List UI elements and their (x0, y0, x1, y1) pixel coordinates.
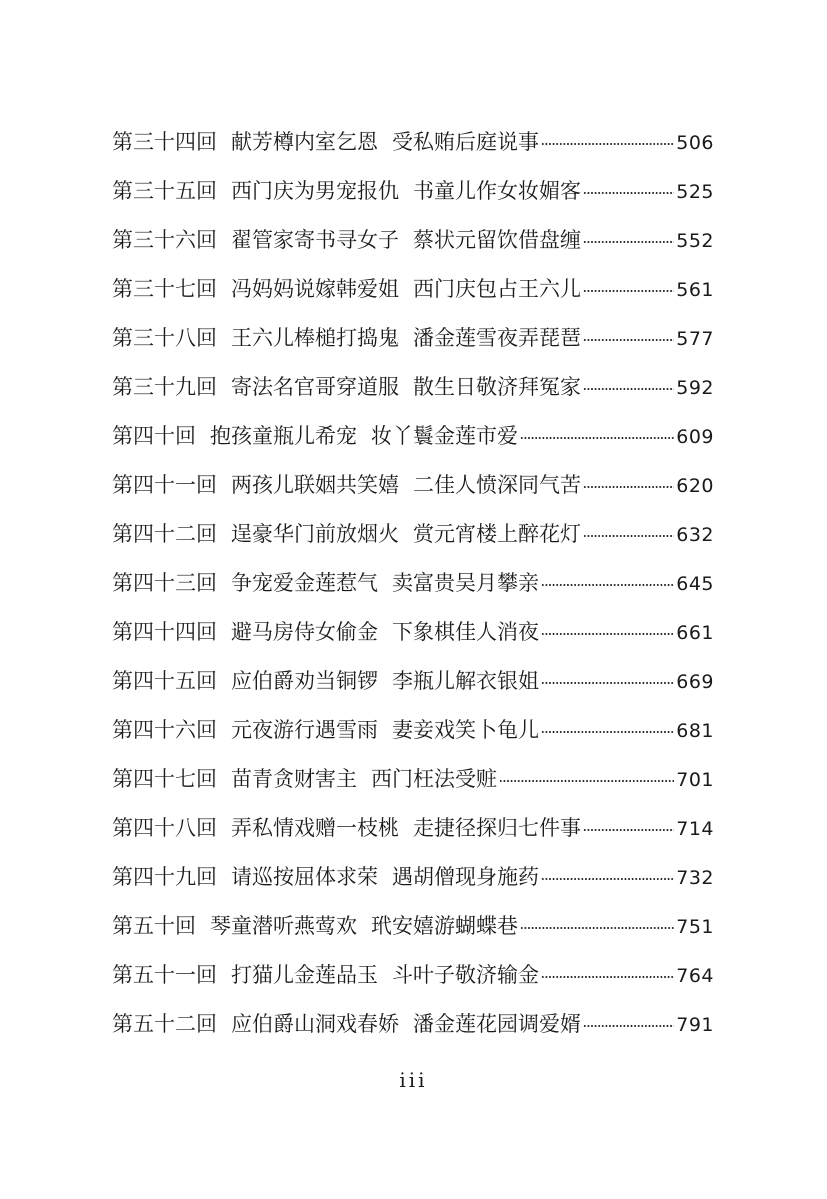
chapter-title-second-couplet: 潘金莲雪夜弄琵琶 (413, 326, 581, 350)
dot-leader (541, 142, 674, 146)
chapter-title-second-couplet: 蔡状元留饮借盘缠 (413, 228, 581, 252)
toc-page-number: 561 (676, 279, 714, 301)
chapter-number: 第四十六回 (112, 718, 217, 742)
toc-entry (112, 559, 714, 608)
toc-entry (112, 853, 714, 902)
chapter-title-second-couplet: 斗叶子敬济输金 (392, 963, 539, 987)
chapter-title-second-couplet: 受私贿后庭说事 (392, 130, 539, 154)
chapter-title-first-couplet: 打猫儿金莲品玉 (231, 963, 378, 987)
chapter-number: 第三十六回 (112, 228, 217, 252)
chapter-title-second-couplet: 赏元宵楼上醉花灯 (413, 522, 581, 546)
dot-leader (541, 632, 674, 636)
chapter-title-first-couplet: 应伯爵山洞戏春娇 (231, 1012, 399, 1036)
chapter-title-first-couplet: 苗青贪财害主 (231, 767, 357, 791)
chapter-title-second-couplet: 走捷径探归七件事 (413, 816, 581, 840)
toc-entry (112, 314, 714, 363)
chapter-number: 第四十二回 (112, 522, 217, 546)
chapter-title-first-couplet: 避马房侍女偷金 (231, 620, 378, 644)
toc-page-number: 751 (676, 916, 714, 938)
toc-page-number: 632 (676, 524, 714, 546)
chapter-number: 第三十七回 (112, 277, 217, 301)
dot-leader (541, 583, 674, 587)
toc-page-number: 764 (676, 965, 714, 987)
dot-leader (583, 485, 674, 489)
toc-entry-title (112, 1000, 581, 1049)
toc-page-number: 701 (676, 769, 714, 791)
chapter-title-first-couplet: 西门庆为男宠报仇 (231, 179, 399, 203)
chapter-title-first-couplet: 琴童潜听燕莺欢 (210, 914, 357, 938)
toc-page-number: 552 (676, 230, 714, 252)
toc-entry (112, 363, 714, 412)
toc-entry (112, 755, 714, 804)
chapter-number: 第四十四回 (112, 620, 217, 644)
toc-entry (112, 118, 714, 167)
chapter-title-second-couplet: 遇胡僧现身施药 (392, 865, 539, 889)
toc-entry (112, 216, 714, 265)
chapter-number: 第五十一回 (112, 963, 217, 987)
chapter-title-second-couplet: 玳安嬉游蝴蝶巷 (371, 914, 518, 938)
chapter-number: 第三十九回 (112, 375, 217, 399)
dot-leader (583, 1024, 674, 1028)
chapter-title-first-couplet: 逞豪华门前放烟火 (231, 522, 399, 546)
chapter-title-second-couplet: 二佳人愤深同气苦 (413, 473, 581, 497)
toc-entry (112, 461, 714, 510)
toc-entry-title (112, 657, 539, 706)
chapter-title-first-couplet: 应伯爵劝当铜锣 (231, 669, 378, 693)
chapter-title-first-couplet: 请巡按屈体求荣 (231, 865, 378, 889)
chapter-number: 第四十三回 (112, 571, 217, 595)
toc-entry-title (112, 706, 539, 755)
chapter-title-first-couplet: 抱孩童瓶儿希宠 (210, 424, 357, 448)
toc-entry-title (112, 167, 581, 216)
toc-entry (112, 1000, 714, 1049)
chapter-title-first-couplet: 献芳樽内室乞恩 (231, 130, 378, 154)
toc-entry-title (112, 216, 581, 265)
dot-leader (583, 338, 674, 342)
chapter-title-second-couplet: 散生日敬济拜冤家 (413, 375, 581, 399)
dot-leader (583, 289, 674, 293)
toc-page-number: 620 (676, 475, 714, 497)
dot-leader (583, 387, 674, 391)
chapter-title-second-couplet: 卖富贵吴月攀亲 (392, 571, 539, 595)
toc-entry (112, 510, 714, 559)
toc-entry-title (112, 510, 581, 559)
toc-entry-title (112, 118, 539, 167)
chapter-number: 第四十五回 (112, 669, 217, 693)
toc-page-number: 661 (676, 622, 714, 644)
toc-entry-title (112, 412, 518, 461)
chapter-number: 第三十八回 (112, 326, 217, 350)
chapter-title-second-couplet: 妆丫鬟金莲市爱 (371, 424, 518, 448)
toc-entry-title (112, 951, 539, 1000)
toc-page-number: 669 (676, 671, 714, 693)
chapter-number: 第四十七回 (112, 767, 217, 791)
chapter-number: 第四十九回 (112, 865, 217, 889)
dot-leader (520, 926, 674, 930)
toc-entry-title (112, 902, 518, 951)
dot-leader (583, 534, 674, 538)
chapter-title-second-couplet: 潘金莲花园调爱婿 (413, 1012, 581, 1036)
toc-page-number: 681 (676, 720, 714, 742)
toc-page-number: 791 (676, 1014, 714, 1036)
toc-entry-title (112, 314, 581, 363)
chapter-title-first-couplet: 王六儿棒槌打捣鬼 (231, 326, 399, 350)
toc-page-number: 525 (676, 181, 714, 203)
dot-leader (583, 828, 674, 832)
chapter-title-second-couplet: 书童儿作女妆媚客 (413, 179, 581, 203)
toc-entry-title (112, 461, 581, 510)
toc-entry-title (112, 363, 581, 412)
toc-page-number: 609 (676, 426, 714, 448)
chapter-title-first-couplet: 两孩儿联姻共笑嬉 (231, 473, 399, 497)
chapter-title-second-couplet: 西门枉法受赃 (371, 767, 497, 791)
chapter-title-first-couplet: 元夜游行遇雪雨 (231, 718, 378, 742)
chapter-number: 第四十八回 (112, 816, 217, 840)
dot-leader (583, 240, 674, 244)
chapter-number: 第四十回 (112, 424, 196, 448)
toc-page-number: 506 (676, 132, 714, 154)
chapter-title-second-couplet: 下象棋佳人消夜 (392, 620, 539, 644)
chapter-title-first-couplet: 寄法名官哥穿道服 (231, 375, 399, 399)
toc-entry-title (112, 755, 497, 804)
toc-page-number: 577 (676, 328, 714, 350)
dot-leader (541, 975, 674, 979)
dot-leader (499, 779, 674, 783)
chapter-number: 第五十回 (112, 914, 196, 938)
toc-entry (112, 902, 714, 951)
toc-page-number: 592 (676, 377, 714, 399)
toc-entry (112, 167, 714, 216)
toc-entry-title (112, 853, 539, 902)
chapter-title-first-couplet: 冯妈妈说嫁韩爱姐 (231, 277, 399, 301)
toc-entry (112, 608, 714, 657)
toc-entry (112, 706, 714, 755)
page-number-folio: iii (399, 1068, 428, 1092)
toc-entry-title (112, 559, 539, 608)
dot-leader (541, 877, 674, 881)
chapter-title-first-couplet: 翟管家寄书寻女子 (231, 228, 399, 252)
toc-entry (112, 265, 714, 314)
chapter-title-second-couplet: 李瓶儿解衣银姐 (392, 669, 539, 693)
table-of-contents (112, 118, 714, 1049)
chapter-number: 第五十二回 (112, 1012, 217, 1036)
toc-entry (112, 804, 714, 853)
dot-leader (541, 681, 674, 685)
toc-entry (112, 951, 714, 1000)
toc-page-number: 732 (676, 867, 714, 889)
toc-entry-title (112, 804, 581, 853)
toc-page-number: 645 (676, 573, 714, 595)
dot-leader (541, 730, 674, 734)
chapter-title-second-couplet: 妻妾戏笑卜龟儿 (392, 718, 539, 742)
chapter-title-first-couplet: 争宠爱金莲惹气 (231, 571, 378, 595)
dot-leader (520, 436, 674, 440)
toc-entry (112, 412, 714, 461)
toc-page-number: 714 (676, 818, 714, 840)
toc-entry-title (112, 608, 539, 657)
chapter-number: 第四十一回 (112, 473, 217, 497)
chapter-title-second-couplet: 西门庆包占王六儿 (413, 277, 581, 301)
chapter-title-first-couplet: 弄私情戏赠一枝桃 (231, 816, 399, 840)
toc-entry-title (112, 265, 581, 314)
chapter-number: 第三十四回 (112, 130, 217, 154)
toc-entry (112, 657, 714, 706)
chapter-number: 第三十五回 (112, 179, 217, 203)
dot-leader (583, 191, 674, 195)
